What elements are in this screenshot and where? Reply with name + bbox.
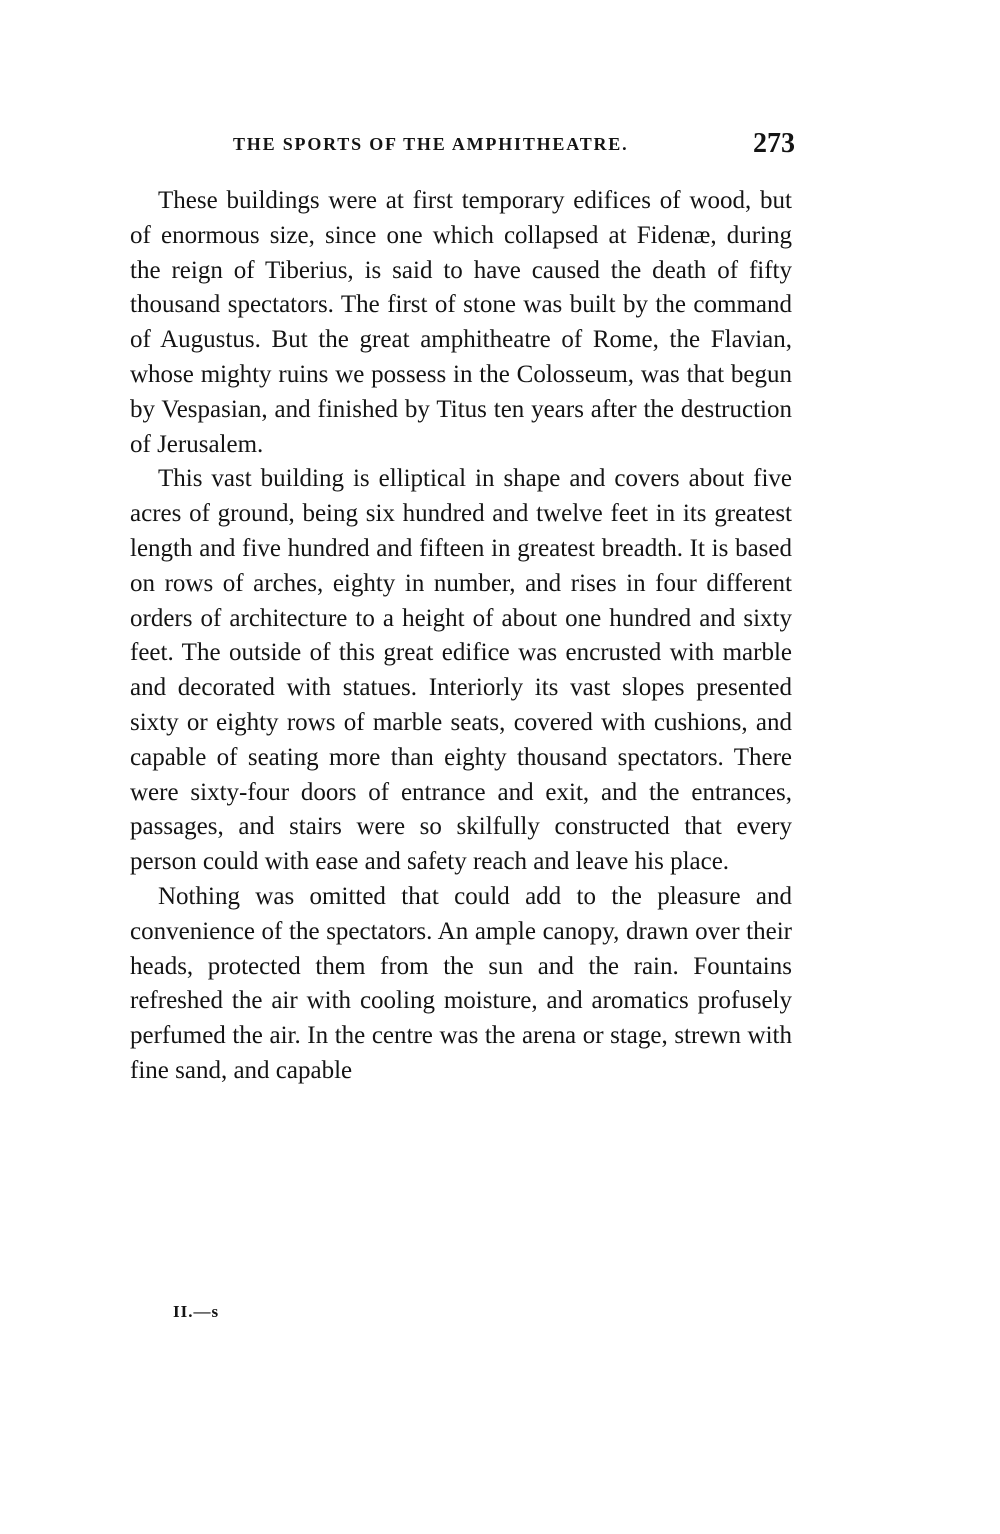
paragraph-2: This vast building is elliptical in shape and covers about five acres of ground, being six hundred and twelve feet in its greatest length and five hundred and fifteen in greatest breadth. It is based on rows of arches, eighty in number, and rises in four different orders of architecture to a height of about one hundred and sixty feet. The outside of this great edifice was encrusted with marble and decorated with statues. Interiorly its vast slopes presented sixty or eighty rows of marble seats, covered with cushions, and capable of seating more than eighty thousand spectators. There were sixty-four doors of entrance and exit, and the entrances, passages, and stairs were so skilfully constructed that every person could with ease and safety reach and leave his place. (130, 465, 792, 876)
page-number: 273 (753, 128, 795, 159)
paragraph-3: Nothing was omitted that could add to the pleasure and convenience of the spectators. An ample canopy, drawn over their heads, protected them from the sun and the rain. Fountains refreshed the air with cooling moisture, and aromatics profusely perfumed the air. In the centre was the arena or stage, strewn with fine sand, and capable (130, 882, 792, 1084)
signature-mark: II.—s (173, 1302, 220, 1321)
page-header (233, 128, 795, 162)
running-head: THE SPORTS OF THE AMPHITHEATRE. (233, 134, 629, 154)
body-text (130, 184, 792, 1089)
paragraph-1: These buildings were at first temporary edifices of wood, but of enormous size, since one which collapsed at Fidenæ, during the reign of Tiberius, is said to have caused the death of fifty thousand spectators. The first of stone was built by the command of Augustus. But the great amphitheatre of Rome, the Flavian, whose mighty ruins we possess in the Colosseum, was that begun by Vespasian, and finished by Titus ten years after the destruction of Jerusalem. (130, 187, 792, 458)
